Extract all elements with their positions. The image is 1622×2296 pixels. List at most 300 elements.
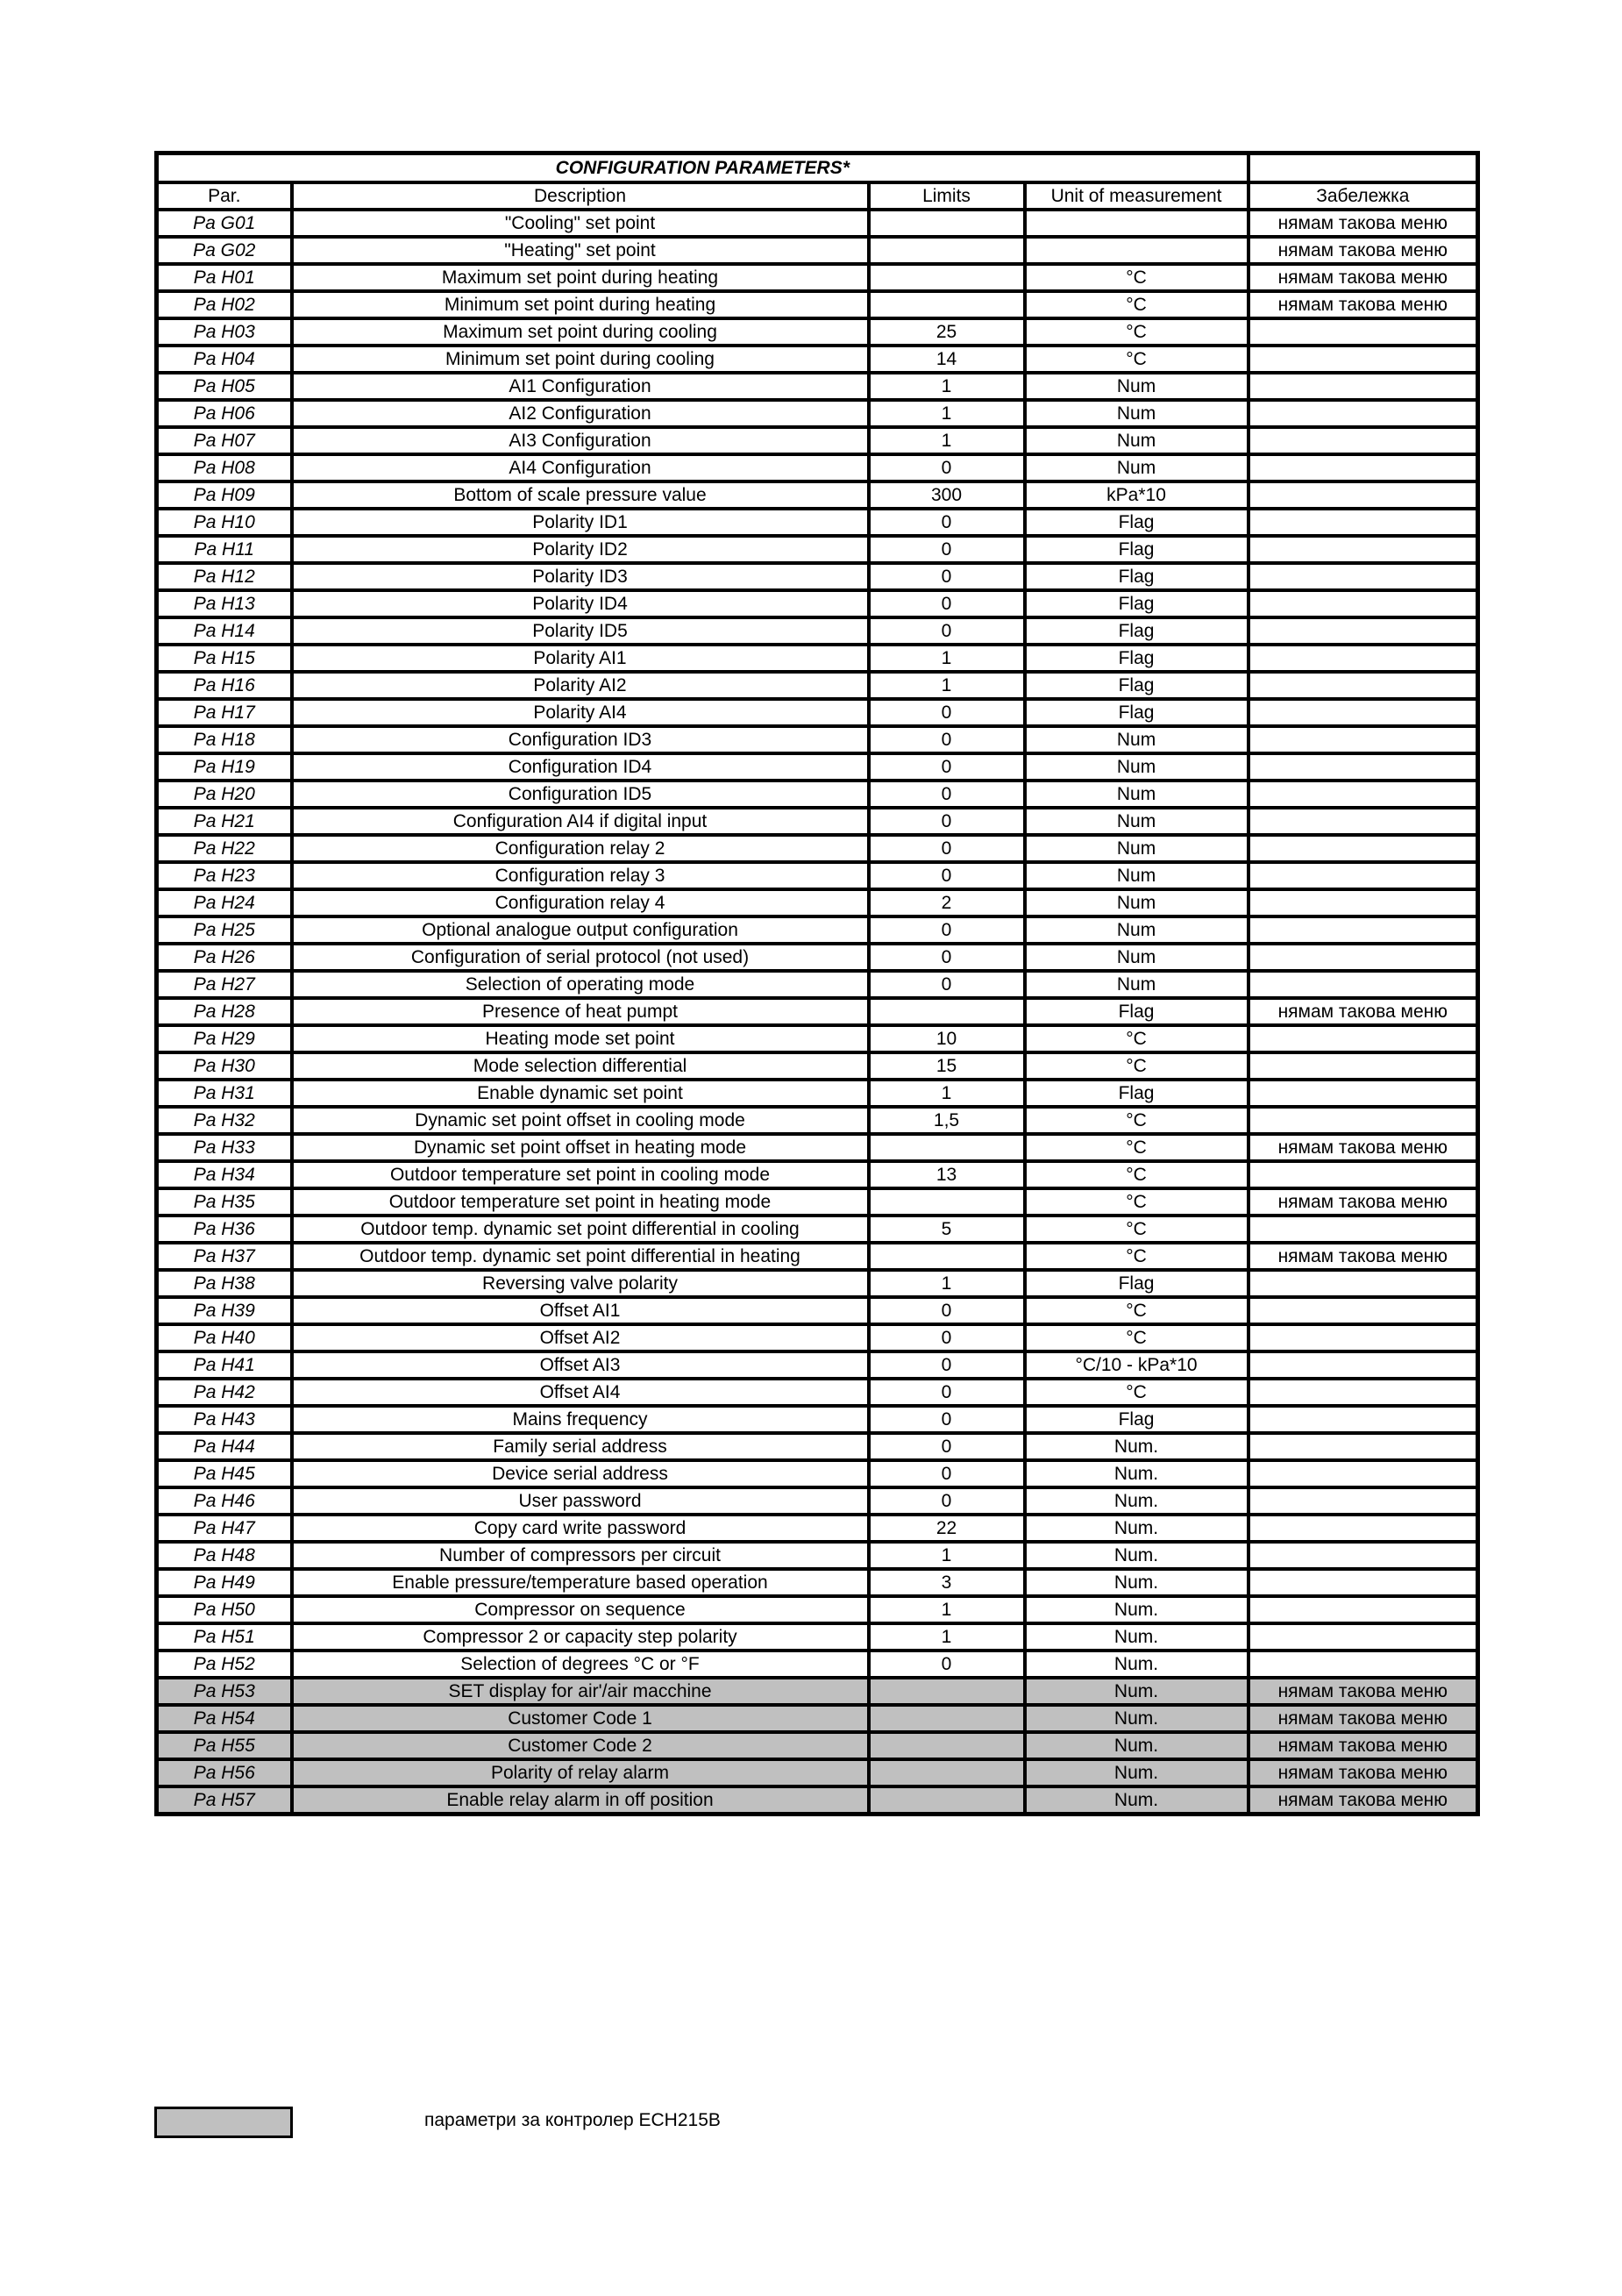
parameter-code-cell: Pa H28 bbox=[157, 998, 292, 1025]
limits-cell: 1 bbox=[869, 1542, 1025, 1569]
limits-cell bbox=[869, 1759, 1025, 1786]
parameter-code-cell: Pa H01 bbox=[157, 264, 292, 291]
note-cell bbox=[1249, 1623, 1478, 1651]
note-cell bbox=[1249, 1025, 1478, 1052]
parameter-code-cell: Pa H20 bbox=[157, 781, 292, 808]
description-cell: Minimum set point during cooling bbox=[292, 346, 869, 373]
description-cell: Selection of operating mode bbox=[292, 971, 869, 998]
parameter-code-cell: Pa H35 bbox=[157, 1188, 292, 1216]
note-cell bbox=[1249, 1406, 1478, 1433]
parameter-code-cell: Pa H03 bbox=[157, 318, 292, 346]
unit-cell: °C bbox=[1025, 291, 1249, 318]
limits-cell bbox=[869, 264, 1025, 291]
description-cell: Compressor 2 or capacity step polarity bbox=[292, 1623, 869, 1651]
note-cell bbox=[1249, 1052, 1478, 1080]
parameter-code-cell: Pa H29 bbox=[157, 1025, 292, 1052]
table-title-row bbox=[157, 153, 1478, 183]
limits-cell bbox=[869, 1243, 1025, 1270]
parameter-code-cell: Pa H34 bbox=[157, 1161, 292, 1188]
note-cell bbox=[1249, 427, 1478, 454]
description-cell: Maximum set point during cooling bbox=[292, 318, 869, 346]
table-row bbox=[157, 1487, 1478, 1515]
unit-cell: °C bbox=[1025, 1107, 1249, 1134]
parameter-code-cell: Pa H40 bbox=[157, 1324, 292, 1351]
limits-cell: 0 bbox=[869, 781, 1025, 808]
table-row bbox=[157, 1161, 1478, 1188]
unit-cell: °C bbox=[1025, 1052, 1249, 1080]
note-cell bbox=[1249, 1161, 1478, 1188]
unit-cell: Flag bbox=[1025, 1270, 1249, 1297]
unit-cell: °C bbox=[1025, 264, 1249, 291]
description-cell: AI2 Configuration bbox=[292, 400, 869, 427]
table-row bbox=[157, 1569, 1478, 1596]
description-cell: Polarity ID4 bbox=[292, 590, 869, 617]
description-cell: AI1 Configuration bbox=[292, 373, 869, 400]
note-cell bbox=[1249, 318, 1478, 346]
description-cell: AI4 Configuration bbox=[292, 454, 869, 481]
note-cell: нямам такова меню bbox=[1249, 264, 1478, 291]
description-cell: Dynamic set point offset in cooling mode bbox=[292, 1107, 869, 1134]
parameter-code-cell: Pa H51 bbox=[157, 1623, 292, 1651]
description-cell: Device serial address bbox=[292, 1460, 869, 1487]
limits-cell bbox=[869, 1705, 1025, 1732]
description-cell: Maximum set point during heating bbox=[292, 264, 869, 291]
note-cell bbox=[1249, 1460, 1478, 1487]
unit-cell: Num. bbox=[1025, 1759, 1249, 1786]
limits-cell: 0 bbox=[869, 536, 1025, 563]
table-row bbox=[157, 400, 1478, 427]
parameter-code-cell: Pa H13 bbox=[157, 590, 292, 617]
parameter-code-cell: Pa H56 bbox=[157, 1759, 292, 1786]
limits-cell: 0 bbox=[869, 944, 1025, 971]
table-row bbox=[157, 699, 1478, 726]
table-row bbox=[157, 291, 1478, 318]
unit-cell: Num bbox=[1025, 971, 1249, 998]
unit-cell: Num bbox=[1025, 373, 1249, 400]
table-row bbox=[157, 346, 1478, 373]
unit-cell: Num bbox=[1025, 427, 1249, 454]
note-cell bbox=[1249, 454, 1478, 481]
description-cell: Polarity ID2 bbox=[292, 536, 869, 563]
parameter-code-cell: Pa H49 bbox=[157, 1569, 292, 1596]
unit-cell: Num. bbox=[1025, 1596, 1249, 1623]
limits-cell: 1 bbox=[869, 645, 1025, 672]
table-title: CONFIGURATION PARAMETERS* bbox=[157, 153, 1249, 183]
limits-cell: 0 bbox=[869, 862, 1025, 889]
limits-cell: 0 bbox=[869, 1433, 1025, 1460]
note-cell bbox=[1249, 862, 1478, 889]
parameter-code-cell: Pa H52 bbox=[157, 1651, 292, 1678]
limits-cell: 1 bbox=[869, 672, 1025, 699]
header-par: Par. bbox=[157, 182, 292, 210]
description-cell: Compressor on sequence bbox=[292, 1596, 869, 1623]
parameter-code-cell: Pa H22 bbox=[157, 835, 292, 862]
parameter-code-cell: Pa H21 bbox=[157, 808, 292, 835]
limits-cell: 0 bbox=[869, 726, 1025, 753]
limits-cell: 1 bbox=[869, 373, 1025, 400]
parameter-code-cell: Pa H09 bbox=[157, 481, 292, 509]
description-cell: Configuration ID3 bbox=[292, 726, 869, 753]
note-cell: нямам такова меню bbox=[1249, 1759, 1478, 1786]
parameter-code-cell: Pa H41 bbox=[157, 1351, 292, 1379]
description-cell: Family serial address bbox=[292, 1433, 869, 1460]
table-row bbox=[157, 1107, 1478, 1134]
limits-cell: 1,5 bbox=[869, 1107, 1025, 1134]
table-row bbox=[157, 1270, 1478, 1297]
table-row bbox=[157, 563, 1478, 590]
table-row bbox=[157, 1188, 1478, 1216]
description-cell: Heating mode set point bbox=[292, 1025, 869, 1052]
configuration-parameters-table bbox=[154, 151, 1480, 1816]
parameter-code-cell: Pa H53 bbox=[157, 1678, 292, 1705]
description-cell: Offset AI2 bbox=[292, 1324, 869, 1351]
note-cell bbox=[1249, 1596, 1478, 1623]
description-cell: Polarity ID3 bbox=[292, 563, 869, 590]
parameter-code-cell: Pa H33 bbox=[157, 1134, 292, 1161]
parameter-code-cell: Pa H44 bbox=[157, 1433, 292, 1460]
limits-cell: 0 bbox=[869, 454, 1025, 481]
table-row bbox=[157, 617, 1478, 645]
unit-cell: Num. bbox=[1025, 1651, 1249, 1678]
parameter-code-cell: Pa H15 bbox=[157, 645, 292, 672]
note-cell: нямам такова меню bbox=[1249, 1678, 1478, 1705]
description-cell: Configuration relay 3 bbox=[292, 862, 869, 889]
limits-cell: 5 bbox=[869, 1216, 1025, 1243]
table-row bbox=[157, 509, 1478, 536]
parameter-code-cell: Pa H06 bbox=[157, 400, 292, 427]
parameter-code-cell: Pa H25 bbox=[157, 916, 292, 944]
parameter-code-cell: Pa H07 bbox=[157, 427, 292, 454]
limits-cell: 0 bbox=[869, 617, 1025, 645]
description-cell: Optional analogue output configuration bbox=[292, 916, 869, 944]
table-title-empty-cell bbox=[1249, 153, 1478, 183]
unit-cell: Num. bbox=[1025, 1487, 1249, 1515]
note-cell bbox=[1249, 1216, 1478, 1243]
parameter-code-cell: Pa H37 bbox=[157, 1243, 292, 1270]
unit-cell: Num. bbox=[1025, 1786, 1249, 1815]
table-row bbox=[157, 210, 1478, 237]
parameter-code-cell: Pa H08 bbox=[157, 454, 292, 481]
description-cell: Selection of degrees °C or °F bbox=[292, 1651, 869, 1678]
legend-gray-swatch bbox=[154, 2107, 293, 2138]
note-cell: нямам такова меню bbox=[1249, 1134, 1478, 1161]
note-cell: нямам такова меню bbox=[1249, 1243, 1478, 1270]
legend-text: параметри за контролер ECH215B bbox=[424, 2110, 721, 2130]
description-cell: SET display for air'/air macchine bbox=[292, 1678, 869, 1705]
header-unit: Unit of measurement bbox=[1025, 182, 1249, 210]
description-cell: AI3 Configuration bbox=[292, 427, 869, 454]
parameter-code-cell: Pa H10 bbox=[157, 509, 292, 536]
limits-cell: 0 bbox=[869, 699, 1025, 726]
unit-cell: Flag bbox=[1025, 645, 1249, 672]
table-row bbox=[157, 1759, 1478, 1786]
unit-cell: Num bbox=[1025, 808, 1249, 835]
unit-cell: Flag bbox=[1025, 699, 1249, 726]
note-cell bbox=[1249, 1542, 1478, 1569]
note-cell bbox=[1249, 1324, 1478, 1351]
table-row bbox=[157, 1705, 1478, 1732]
note-cell bbox=[1249, 753, 1478, 781]
parameter-code-cell: Pa H14 bbox=[157, 617, 292, 645]
note-cell bbox=[1249, 1107, 1478, 1134]
note-cell bbox=[1249, 1080, 1478, 1107]
unit-cell: °C bbox=[1025, 1243, 1249, 1270]
note-cell bbox=[1249, 1297, 1478, 1324]
note-cell: нямам такова меню bbox=[1249, 1786, 1478, 1815]
unit-cell: Flag bbox=[1025, 590, 1249, 617]
limits-cell: 0 bbox=[869, 1460, 1025, 1487]
unit-cell: Num. bbox=[1025, 1460, 1249, 1487]
limits-cell: 15 bbox=[869, 1052, 1025, 1080]
unit-cell: Num bbox=[1025, 889, 1249, 916]
note-cell bbox=[1249, 781, 1478, 808]
description-cell: Dynamic set point offset in heating mode bbox=[292, 1134, 869, 1161]
note-cell bbox=[1249, 400, 1478, 427]
note-cell: нямам такова меню bbox=[1249, 998, 1478, 1025]
table-row bbox=[157, 808, 1478, 835]
limits-cell bbox=[869, 1188, 1025, 1216]
unit-cell: Num bbox=[1025, 753, 1249, 781]
unit-cell: Flag bbox=[1025, 536, 1249, 563]
table-row bbox=[157, 1623, 1478, 1651]
unit-cell: °C bbox=[1025, 346, 1249, 373]
unit-cell: Flag bbox=[1025, 1080, 1249, 1107]
limits-cell bbox=[869, 291, 1025, 318]
table-row bbox=[157, 1596, 1478, 1623]
parameter-code-cell: Pa H31 bbox=[157, 1080, 292, 1107]
limits-cell: 0 bbox=[869, 1406, 1025, 1433]
note-cell bbox=[1249, 916, 1478, 944]
limits-cell bbox=[869, 998, 1025, 1025]
note-cell: нямам такова меню bbox=[1249, 210, 1478, 237]
column-header-row bbox=[157, 182, 1478, 210]
limits-cell bbox=[869, 1134, 1025, 1161]
description-cell: Number of compressors per circuit bbox=[292, 1542, 869, 1569]
limits-cell bbox=[869, 1678, 1025, 1705]
limits-cell: 0 bbox=[869, 753, 1025, 781]
table-row bbox=[157, 536, 1478, 563]
limits-cell: 13 bbox=[869, 1161, 1025, 1188]
note-cell: нямам такова меню bbox=[1249, 291, 1478, 318]
unit-cell: Num. bbox=[1025, 1433, 1249, 1460]
note-cell bbox=[1249, 1569, 1478, 1596]
note-cell bbox=[1249, 672, 1478, 699]
unit-cell: Num bbox=[1025, 726, 1249, 753]
parameter-code-cell: Pa H12 bbox=[157, 563, 292, 590]
unit-cell: °C/10 - kPa*10 bbox=[1025, 1351, 1249, 1379]
table-row bbox=[157, 1732, 1478, 1759]
limits-cell: 0 bbox=[869, 1351, 1025, 1379]
limits-cell: 1 bbox=[869, 1623, 1025, 1651]
unit-cell: °C bbox=[1025, 1134, 1249, 1161]
limits-cell: 0 bbox=[869, 916, 1025, 944]
table-row bbox=[157, 1651, 1478, 1678]
description-cell: Enable dynamic set point bbox=[292, 1080, 869, 1107]
table-row bbox=[157, 1351, 1478, 1379]
limits-cell: 1 bbox=[869, 1270, 1025, 1297]
note-cell bbox=[1249, 590, 1478, 617]
unit-cell: Num bbox=[1025, 944, 1249, 971]
limits-cell: 0 bbox=[869, 971, 1025, 998]
description-cell: "Heating" set point bbox=[292, 237, 869, 264]
table-row bbox=[157, 1216, 1478, 1243]
note-cell: нямам такова меню bbox=[1249, 237, 1478, 264]
unit-cell: °C bbox=[1025, 1161, 1249, 1188]
unit-cell: Flag bbox=[1025, 563, 1249, 590]
description-cell: "Cooling" set point bbox=[292, 210, 869, 237]
table-row bbox=[157, 1052, 1478, 1080]
table-row bbox=[157, 590, 1478, 617]
parameter-code-cell: Pa H54 bbox=[157, 1705, 292, 1732]
note-cell bbox=[1249, 645, 1478, 672]
note-cell bbox=[1249, 509, 1478, 536]
note-cell bbox=[1249, 726, 1478, 753]
limits-cell: 3 bbox=[869, 1569, 1025, 1596]
unit-cell: Num bbox=[1025, 781, 1249, 808]
note-cell bbox=[1249, 944, 1478, 971]
limits-cell: 2 bbox=[869, 889, 1025, 916]
unit-cell: Num. bbox=[1025, 1569, 1249, 1596]
description-cell: Configuration ID5 bbox=[292, 781, 869, 808]
parameter-code-cell: Pa H36 bbox=[157, 1216, 292, 1243]
note-cell bbox=[1249, 373, 1478, 400]
parameter-code-cell: Pa H11 bbox=[157, 536, 292, 563]
table-row bbox=[157, 889, 1478, 916]
limits-cell: 0 bbox=[869, 1297, 1025, 1324]
unit-cell: °C bbox=[1025, 318, 1249, 346]
table-row bbox=[157, 781, 1478, 808]
table-row bbox=[157, 1025, 1478, 1052]
table-row bbox=[157, 373, 1478, 400]
table-row bbox=[157, 1324, 1478, 1351]
note-cell bbox=[1249, 1487, 1478, 1515]
unit-cell: °C bbox=[1025, 1297, 1249, 1324]
unit-cell: Num. bbox=[1025, 1732, 1249, 1759]
parameter-code-cell: Pa H47 bbox=[157, 1515, 292, 1542]
limits-cell: 0 bbox=[869, 808, 1025, 835]
note-cell bbox=[1249, 563, 1478, 590]
description-cell: Bottom of scale pressure value bbox=[292, 481, 869, 509]
note-cell: нямам такова меню bbox=[1249, 1705, 1478, 1732]
description-cell: Outdoor temperature set point in cooling mode bbox=[292, 1161, 869, 1188]
table-row bbox=[157, 1460, 1478, 1487]
parameter-code-cell: Pa H23 bbox=[157, 862, 292, 889]
parameter-code-cell: Pa H05 bbox=[157, 373, 292, 400]
note-cell bbox=[1249, 1433, 1478, 1460]
description-cell: Presence of heat pumpt bbox=[292, 998, 869, 1025]
parameter-code-cell: Pa H24 bbox=[157, 889, 292, 916]
note-cell bbox=[1249, 1270, 1478, 1297]
unit-cell: Num. bbox=[1025, 1515, 1249, 1542]
limits-cell: 0 bbox=[869, 509, 1025, 536]
unit-cell: Num. bbox=[1025, 1542, 1249, 1569]
limits-cell: 14 bbox=[869, 346, 1025, 373]
table-row bbox=[157, 998, 1478, 1025]
unit-cell: °C bbox=[1025, 1379, 1249, 1406]
note-cell bbox=[1249, 617, 1478, 645]
description-cell: Configuration AI4 if digital input bbox=[292, 808, 869, 835]
parameter-code-cell: Pa H45 bbox=[157, 1460, 292, 1487]
unit-cell: Num bbox=[1025, 835, 1249, 862]
header-limits: Limits bbox=[869, 182, 1025, 210]
unit-cell: Flag bbox=[1025, 509, 1249, 536]
note-cell: нямам такова меню bbox=[1249, 1732, 1478, 1759]
unit-cell: kPa*10 bbox=[1025, 481, 1249, 509]
parameter-code-cell: Pa G01 bbox=[157, 210, 292, 237]
table-row bbox=[157, 1080, 1478, 1107]
unit-cell: Num bbox=[1025, 862, 1249, 889]
description-cell: Outdoor temperature set point in heating mode bbox=[292, 1188, 869, 1216]
table-row bbox=[157, 645, 1478, 672]
table-row bbox=[157, 1678, 1478, 1705]
description-cell: Minimum set point during heating bbox=[292, 291, 869, 318]
note-cell bbox=[1249, 808, 1478, 835]
description-cell: Offset AI3 bbox=[292, 1351, 869, 1379]
unit-cell: Num bbox=[1025, 916, 1249, 944]
description-cell: Outdoor temp. dynamic set point differential in heating bbox=[292, 1243, 869, 1270]
parameter-code-cell: Pa G02 bbox=[157, 237, 292, 264]
limits-cell bbox=[869, 210, 1025, 237]
parameter-code-cell: Pa H39 bbox=[157, 1297, 292, 1324]
limits-cell bbox=[869, 1786, 1025, 1815]
table-row bbox=[157, 1406, 1478, 1433]
table-row bbox=[157, 944, 1478, 971]
limits-cell: 0 bbox=[869, 1324, 1025, 1351]
parameter-code-cell: Pa H18 bbox=[157, 726, 292, 753]
unit-cell bbox=[1025, 237, 1249, 264]
limits-cell: 0 bbox=[869, 1487, 1025, 1515]
unit-cell: Flag bbox=[1025, 998, 1249, 1025]
table-row bbox=[157, 1134, 1478, 1161]
description-cell: Offset AI1 bbox=[292, 1297, 869, 1324]
limits-cell: 1 bbox=[869, 427, 1025, 454]
unit-cell: °C bbox=[1025, 1324, 1249, 1351]
table-row bbox=[157, 1243, 1478, 1270]
table-row bbox=[157, 1379, 1478, 1406]
unit-cell: Flag bbox=[1025, 617, 1249, 645]
limits-cell: 25 bbox=[869, 318, 1025, 346]
note-cell bbox=[1249, 835, 1478, 862]
unit-cell: Flag bbox=[1025, 1406, 1249, 1433]
description-cell: Mains frequency bbox=[292, 1406, 869, 1433]
limits-cell: 1 bbox=[869, 1596, 1025, 1623]
description-cell: Polarity ID1 bbox=[292, 509, 869, 536]
parameter-code-cell: Pa H46 bbox=[157, 1487, 292, 1515]
parameter-code-cell: Pa H30 bbox=[157, 1052, 292, 1080]
table-row bbox=[157, 481, 1478, 509]
note-cell bbox=[1249, 971, 1478, 998]
table-row bbox=[157, 1786, 1478, 1815]
description-cell: Reversing valve polarity bbox=[292, 1270, 869, 1297]
description-cell: User password bbox=[292, 1487, 869, 1515]
table-row bbox=[157, 835, 1478, 862]
note-cell bbox=[1249, 1515, 1478, 1542]
note-cell bbox=[1249, 1651, 1478, 1678]
parameter-code-cell: Pa H48 bbox=[157, 1542, 292, 1569]
unit-cell: Num. bbox=[1025, 1623, 1249, 1651]
description-cell: Copy card write password bbox=[292, 1515, 869, 1542]
unit-cell: Num. bbox=[1025, 1678, 1249, 1705]
table-row bbox=[157, 672, 1478, 699]
limits-cell: 1 bbox=[869, 400, 1025, 427]
limits-cell: 0 bbox=[869, 1379, 1025, 1406]
description-cell: Outdoor temp. dynamic set point differential in cooling bbox=[292, 1216, 869, 1243]
description-cell: Polarity ID5 bbox=[292, 617, 869, 645]
limits-cell: 10 bbox=[869, 1025, 1025, 1052]
table-row bbox=[157, 753, 1478, 781]
unit-cell: °C bbox=[1025, 1216, 1249, 1243]
description-cell: Customer Code 1 bbox=[292, 1705, 869, 1732]
